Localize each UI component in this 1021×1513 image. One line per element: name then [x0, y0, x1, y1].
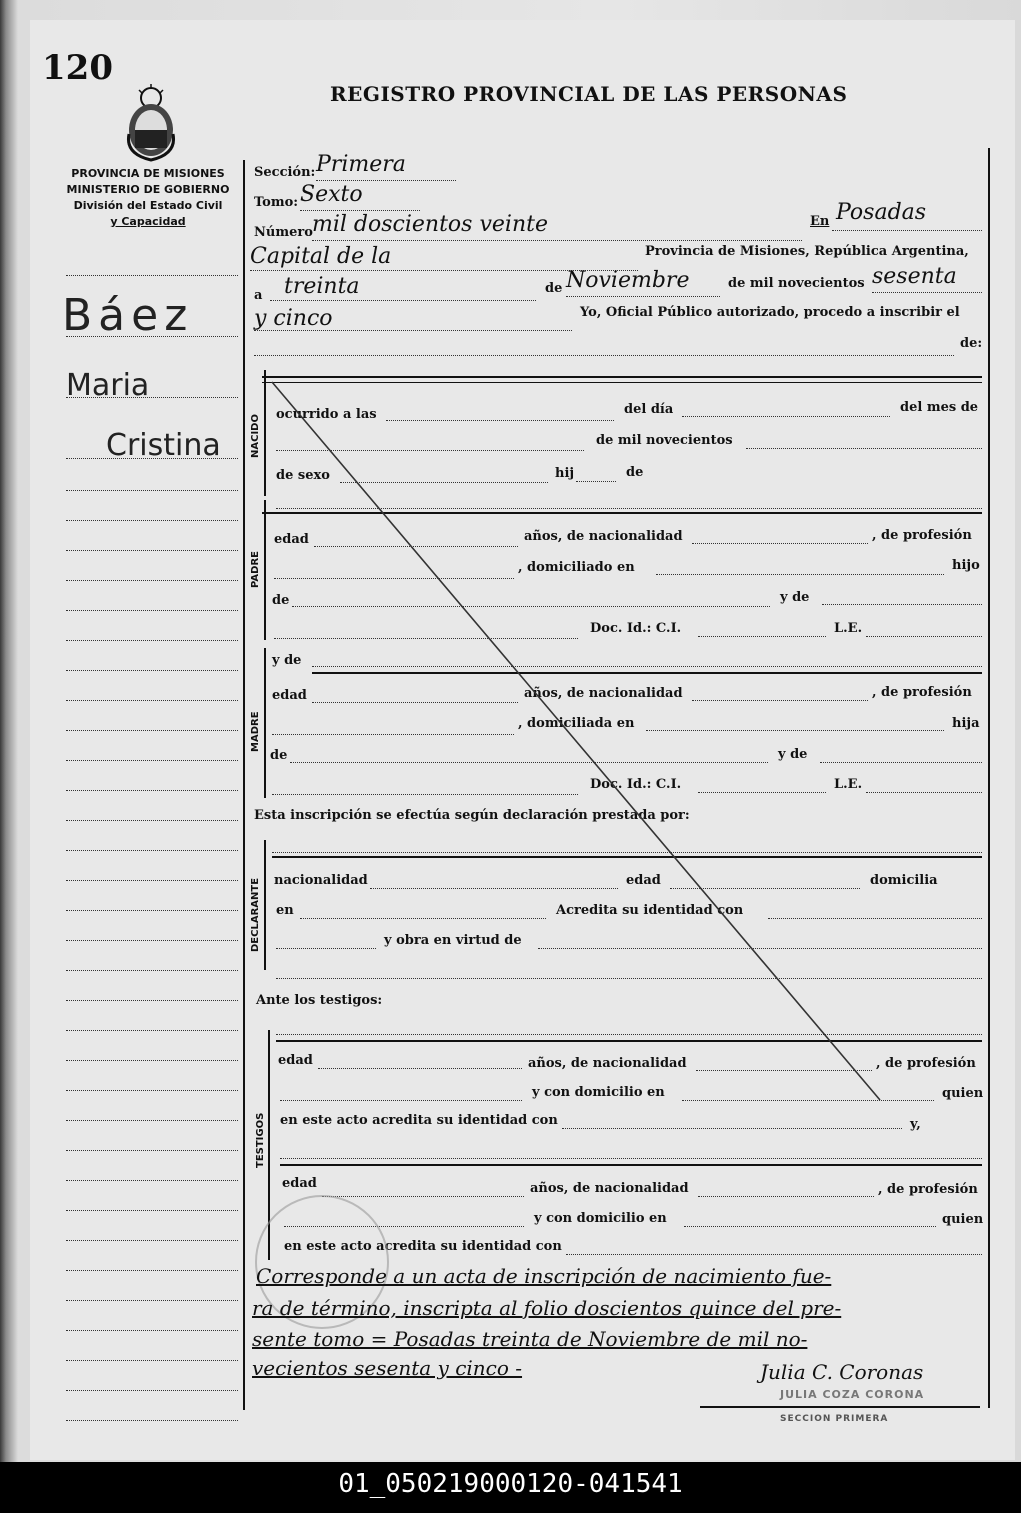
testigo-1-quien-label: quien	[942, 1086, 984, 1101]
del-mes-label: del mes de	[900, 400, 979, 415]
testigo-2-edad-label: edad	[282, 1176, 317, 1191]
agency-line: MINISTERIO DE GOBIERNO	[66, 183, 230, 196]
ante-testigos-text: Ante los testigos:	[256, 993, 383, 1008]
declarante-nacionalidad-label: nacionalidad	[274, 873, 368, 888]
signature-stamp-office: SECCION PRIMERA	[780, 1414, 889, 1424]
numero-label: Número	[254, 225, 313, 240]
official-signature: Julia C. Coronas	[760, 1360, 924, 1384]
testigo-2-domicilio-label: y con domicilio en	[534, 1211, 667, 1226]
madre-doc-label: Doc. Id.: C.I.	[590, 777, 682, 792]
padre-de-label: de	[272, 593, 290, 608]
padre-y-de-label: y de	[780, 590, 810, 605]
madre-hija-label: hija	[952, 716, 980, 731]
declaracion-text: Esta inscripción se efectúa según declaración prestada por:	[254, 808, 690, 823]
tomo-label: Tomo:	[254, 195, 299, 210]
seccion-label: Sección:	[254, 165, 316, 180]
declarante-en-label: en	[276, 903, 294, 918]
de-mil-label: de mil novecientos	[596, 433, 733, 448]
provincia-text: Provincia de Misiones, República Argentina,	[645, 244, 969, 259]
del-dia-label: del día	[624, 402, 674, 417]
padre-edad-label: edad	[274, 532, 309, 547]
testigo-2-nacionalidad-label: años, de nacionalidad	[530, 1181, 689, 1196]
seccion-value: Primera	[316, 152, 406, 177]
testigo-2-quien-label: quien	[942, 1212, 984, 1227]
ocurrido-label: ocurrido a las	[276, 407, 377, 422]
annotation-line: Corresponde a un acta de inscripción de nacimiento fue-	[256, 1264, 832, 1288]
testigo-2-acredita-label: en este acto acredita su identidad con	[284, 1239, 562, 1254]
padre-profesion-label: , de profesión	[872, 528, 972, 543]
madre-le-label: L.E.	[834, 777, 863, 792]
folio-number: 120	[42, 48, 113, 88]
file-id-caption: 01_050219000120-041541	[338, 1469, 683, 1499]
year-value-continued: y cinco	[254, 306, 333, 331]
en-label: En	[810, 214, 830, 229]
officer-statement: Yo, Oficial Público autorizado, procedo a inscribir el	[580, 305, 960, 320]
register-title: REGISTRO PROVINCIAL DE LAS PERSONAS	[330, 82, 848, 106]
agency-line: PROVINCIA DE MISIONES	[71, 167, 225, 180]
testigo-1-profesion-label: , de profesión	[876, 1056, 976, 1071]
de-label: de	[545, 281, 563, 296]
annotation-line: ra de término, inscripta al folio doscientos quince del pre-	[252, 1296, 842, 1320]
padre-doc-label: Doc. Id.: C.I.	[590, 621, 682, 636]
padre-nacionalidad-label: años, de nacionalidad	[524, 529, 683, 544]
year-value: sesenta	[872, 264, 957, 289]
agency-line: División del Estado Civil	[73, 199, 223, 212]
declarante-side-label: DECLARANTE	[250, 877, 261, 952]
margin-given-name-2: Cristina	[106, 428, 221, 463]
madre-y-de-label: y de	[778, 747, 808, 762]
testigo-1-edad-label: edad	[278, 1053, 313, 1068]
declarante-obra-label: y obra en virtud de	[384, 933, 522, 948]
de-colon-label: de:	[960, 336, 983, 351]
numero-value: mil doscientos veinte	[312, 212, 548, 237]
padre-le-label: L.E.	[834, 621, 863, 636]
en-value: Posadas	[836, 200, 927, 225]
padre-side-label: PADRE	[250, 551, 261, 588]
padre-domicilio-label: , domiciliado en	[518, 560, 635, 575]
testigo-1-domicilio-label: y con domicilio en	[532, 1085, 665, 1100]
declarante-domicilia-label: domicilia	[870, 873, 938, 888]
nacido-de-label: de	[626, 465, 644, 480]
margin-surname: Báez	[62, 290, 194, 341]
agency-line: y Capacidad	[110, 215, 186, 228]
hij-label: hij	[555, 466, 575, 481]
declarante-edad-label: edad	[626, 873, 661, 888]
year-prefix: de mil novecientos	[728, 276, 865, 291]
testigos-side-label: TESTIGOS	[255, 1112, 266, 1168]
month-value: Noviembre	[566, 268, 690, 293]
madre-profesion-label: , de profesión	[872, 685, 972, 700]
annotation-line: vecientos sesenta y cinco -	[252, 1356, 523, 1380]
margin-given-name-1: Maria	[66, 368, 150, 403]
madre-side-label: MADRE	[250, 711, 261, 752]
madre-domicilio-label: , domiciliada en	[518, 716, 635, 731]
city-value: Capital de la	[250, 244, 392, 269]
testigo-1-nacionalidad-label: años, de nacionalidad	[528, 1056, 687, 1071]
day-value: treinta	[284, 274, 360, 299]
padre-hijo-label: hijo	[952, 558, 980, 573]
madre-de-label: de	[270, 748, 288, 763]
testigo-2-profesion-label: , de profesión	[878, 1182, 978, 1197]
de-sexo-label: de sexo	[276, 468, 330, 483]
declarante-acredita-label: Acredita su identidad con	[556, 903, 744, 918]
madre-edad-label: edad	[272, 688, 307, 703]
madre-nacionalidad-label: años, de nacionalidad	[524, 686, 683, 701]
a-label: a	[254, 288, 263, 303]
signature-stamp-name: JULIA COZA CORONA	[780, 1388, 925, 1401]
testigo-1-y-label: y,	[910, 1117, 921, 1132]
testigo-1-acredita-label: en este acto acredita su identidad con	[280, 1113, 558, 1128]
annotation-line: sente tomo = Posadas treinta de Noviembre de mil no-	[252, 1327, 808, 1351]
tomo-value: Sexto	[300, 182, 363, 207]
madre-y-de-top: y de	[272, 653, 302, 668]
nacido-side-label: NACIDO	[250, 414, 261, 458]
